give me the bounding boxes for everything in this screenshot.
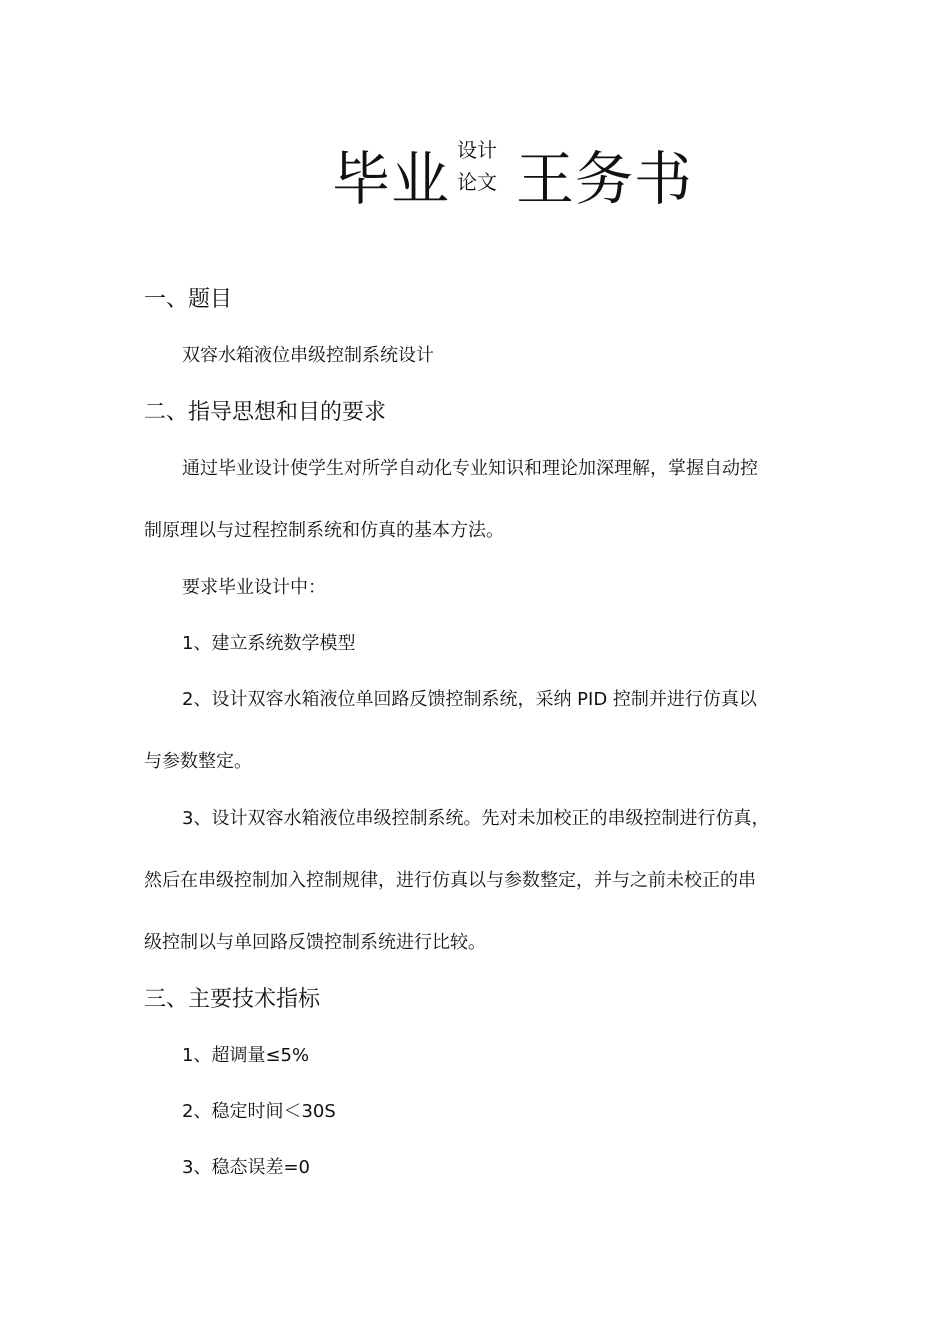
title-option-thesis: 论文 bbox=[457, 170, 497, 194]
title-option-design: 设计 bbox=[457, 138, 497, 162]
requirement-item-continued: 然后在串级控制加入控制规律，进行仿真以与参数整定，并与之前未校正的串 bbox=[144, 870, 756, 891]
requirement-item-continued: 与参数整定。 bbox=[144, 751, 252, 772]
paragraph-line: 制原理以与过程控制系统和仿真的基本方法。 bbox=[144, 520, 504, 541]
section-heading-specs: 三、主要技术指标 bbox=[144, 987, 321, 1012]
section-heading-guidance: 二、指导思想和目的要求 bbox=[144, 400, 387, 425]
requirement-item: 3、设计双容水箱液位串级控制系统。先对未加校正的串级控制进行仿真， bbox=[182, 808, 770, 829]
document-title bbox=[0, 130, 950, 230]
requirements-intro: 要求毕业设计中： bbox=[182, 577, 326, 598]
title-main-left: 毕业 bbox=[332, 145, 451, 213]
spec-item-overshoot: 1、超调量≤5% bbox=[182, 1045, 310, 1066]
paragraph-line: 通过毕业设计使学生对所学自动化专业知识和理论加深理解，掌握自动控 bbox=[182, 458, 758, 479]
requirement-item: 2、设计双容水箱液位单回路反馈控制系统，采纳 PID 控制并进行仿真以 bbox=[182, 689, 757, 710]
topic-text: 双容水箱液位串级控制系统设计 bbox=[182, 345, 434, 366]
section-heading-topic: 一、题目 bbox=[144, 287, 233, 312]
requirement-item-continued: 级控制以与单回路反馈控制系统进行比较。 bbox=[144, 932, 486, 953]
requirement-item: 1、建立系统数学模型 bbox=[182, 633, 356, 654]
title-stacked-options bbox=[457, 134, 507, 198]
spec-item-settling-time: 2、稳定时间＜30S bbox=[182, 1101, 336, 1122]
spec-item-steady-state-error: 3、稳态误差=0 bbox=[182, 1157, 310, 1178]
title-main-right: 王务书 bbox=[516, 145, 694, 213]
